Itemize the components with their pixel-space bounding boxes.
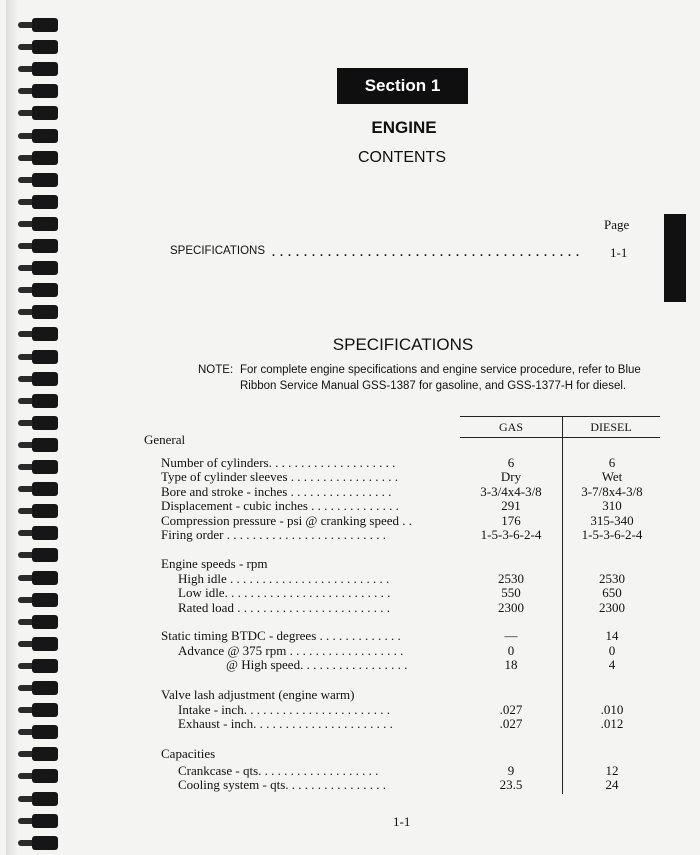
spec-row-diesel-value: 310 <box>602 498 622 513</box>
spec-row-gas-value: 3-3/4x4-3/8 <box>480 484 542 499</box>
spec-row-gas-value: .027 <box>499 702 523 717</box>
spec-row-diesel-value: 6 <box>608 455 616 470</box>
binding-coil <box>14 745 62 765</box>
column-header-diesel: DIESEL <box>590 420 632 434</box>
spec-row-gas-value: Dry <box>500 469 522 484</box>
binding-coil <box>14 16 62 36</box>
spec-row-label: Displacement - cubic inches . . . . . . . . . . . . . . <box>161 498 399 513</box>
binding-coil <box>14 834 62 854</box>
spec-row-diesel-value: 1-5-3-6-2-4 <box>581 527 643 542</box>
binding-coil <box>14 60 62 80</box>
general-label: General <box>144 432 186 447</box>
binding-coil <box>14 259 62 279</box>
spec-row-label: Low idle. . . . . . . . . . . . . . . . . . . . . . . . . . <box>178 585 391 600</box>
spec-row-diesel-value: 0 <box>608 643 616 658</box>
binding-coil <box>14 524 62 544</box>
binding-coil <box>14 436 62 456</box>
binding-coil <box>14 480 62 500</box>
spec-row-gas-value: — <box>504 628 518 643</box>
section-index-tab <box>664 214 686 302</box>
specifications-heading: SPECIFICATIONS <box>332 335 474 354</box>
binding-coil <box>14 790 62 810</box>
spec-row-label: Valve lash adjustment (engine warm) <box>161 687 355 702</box>
toc-entry-leader: . . . . . . . . . . . . . . . . . . . . . . . . . . . . . . . . . . . . . . . <box>272 245 580 259</box>
spec-row-label: Bore and stroke - inches . . . . . . . . . . . . . . . . <box>161 484 392 499</box>
spec-row-gas-value: .027 <box>499 716 523 731</box>
spec-row-gas-value: 9 <box>507 763 515 778</box>
spec-row-label: Advance @ 375 rpm . . . . . . . . . . . . . . . . . . <box>178 643 404 658</box>
spec-row-diesel-value: 650 <box>602 585 622 600</box>
binding-coil <box>14 281 62 301</box>
binding-coil <box>14 635 62 655</box>
spec-row-label: Type of cylinder sleeves . . . . . . . . . . . . . . . . . <box>161 469 399 484</box>
binding-coil <box>14 414 62 434</box>
spec-row-label: Cooling system - qts. . . . . . . . . . . . . . . . <box>178 777 387 792</box>
spec-row-label: Exhaust - inch. . . . . . . . . . . . . . . . . . . . . . <box>178 716 393 731</box>
spec-row-diesel-value: 24 <box>605 777 619 792</box>
toc-entry-page: 1-1 <box>610 245 628 260</box>
spec-row-gas-value: 2530 <box>498 571 524 586</box>
note-line-2: Ribbon Service Manual GSS-1387 for gasoline, and GSS-1377-H for diesel. <box>240 380 627 392</box>
spec-row-label: Number of cylinders. . . . . . . . . . . . . . . . . . . . <box>161 455 396 470</box>
spec-row-diesel-value: 12 <box>605 763 619 778</box>
binding-coil <box>14 370 62 390</box>
note-line-1: For complete engine specifications and engine service procedure, refer to Blue <box>240 364 641 376</box>
spec-row-label: Firing order . . . . . . . . . . . . . . . . . . . . . . . . . <box>161 527 386 542</box>
spec-row-label: Intake - inch. . . . . . . . . . . . . . . . . . . . . . . <box>178 702 390 717</box>
section-label: Section 1 <box>337 68 468 104</box>
table-header-rule <box>460 437 660 438</box>
spec-row-diesel-value: 2300 <box>599 600 625 615</box>
binding-coil <box>14 502 62 522</box>
binding-coil <box>14 38 62 58</box>
spec-row-diesel-value: 315-340 <box>590 513 634 528</box>
binding-coil <box>14 193 62 213</box>
spec-row-label: @ High speed. . . . . . . . . . . . . . . . . <box>226 657 408 672</box>
spec-row-diesel-value: 3-7/8x4-3/8 <box>581 484 643 499</box>
spec-row-gas-value: 0 <box>507 643 515 658</box>
spec-row-gas-value: 1-5-3-6-2-4 <box>480 527 542 542</box>
page-title: ENGINE <box>371 118 437 137</box>
binding-coil <box>14 701 62 721</box>
column-header-gas: GAS <box>498 420 523 434</box>
binding-coil <box>14 767 62 787</box>
spec-row-gas-value: 2300 <box>498 600 524 615</box>
spec-row-diesel-value: Wet <box>601 469 623 484</box>
binding-coil <box>14 546 62 566</box>
spec-row-gas-value: 291 <box>501 498 521 513</box>
binding-coil <box>14 458 62 478</box>
spec-row-label: Capacities <box>161 746 216 761</box>
binding-coil <box>14 657 62 677</box>
spec-row-gas-value: 176 <box>501 513 521 528</box>
binding-coil <box>14 723 62 743</box>
spec-row-label: Compression pressure - psi @ cranking speed . . <box>161 513 412 528</box>
spec-row-label: Crankcase - qts. . . . . . . . . . . . . . . . . . . <box>178 763 379 778</box>
page-column-label: Page <box>604 217 630 232</box>
binding-coil <box>14 237 62 257</box>
binding-coil <box>14 591 62 611</box>
binding-coil <box>14 82 62 102</box>
binding-coil <box>14 569 62 589</box>
spec-row-label: Engine speeds - rpm <box>161 556 268 571</box>
binding-coil <box>14 303 62 323</box>
toc-entry-label: SPECIFICATIONS <box>170 245 265 257</box>
spec-row-diesel-value: 14 <box>605 628 619 643</box>
page-number: 1-1 <box>393 814 411 829</box>
binding-coil <box>14 812 62 832</box>
contents-heading: CONTENTS <box>358 149 446 166</box>
spec-row-label: Static timing BTDC - degrees . . . . . . . . . . . . . <box>161 628 401 643</box>
spec-row-diesel-value: .010 <box>600 702 624 717</box>
spec-row-gas-value: 550 <box>501 585 521 600</box>
binding-coil <box>14 679 62 699</box>
binding-coil <box>14 392 62 412</box>
spec-row-label: Rated load . . . . . . . . . . . . . . . . . . . . . . . . <box>178 600 390 615</box>
spec-row-gas-value: 23.5 <box>499 777 523 792</box>
spec-row-diesel-value: .012 <box>600 716 624 731</box>
note-label: NOTE: <box>198 364 234 376</box>
spec-row-diesel-value: 4 <box>608 657 616 672</box>
spec-row-gas-value: 6 <box>507 455 515 470</box>
binding-coil <box>14 171 62 191</box>
spec-row-diesel-value: 2530 <box>599 571 625 586</box>
spec-row-gas-value: 18 <box>504 657 518 672</box>
spec-row-label: High idle . . . . . . . . . . . . . . . . . . . . . . . . . <box>178 571 390 586</box>
binding-coil <box>14 215 62 235</box>
binding-coil <box>14 613 62 633</box>
table-top-rule <box>460 416 660 417</box>
